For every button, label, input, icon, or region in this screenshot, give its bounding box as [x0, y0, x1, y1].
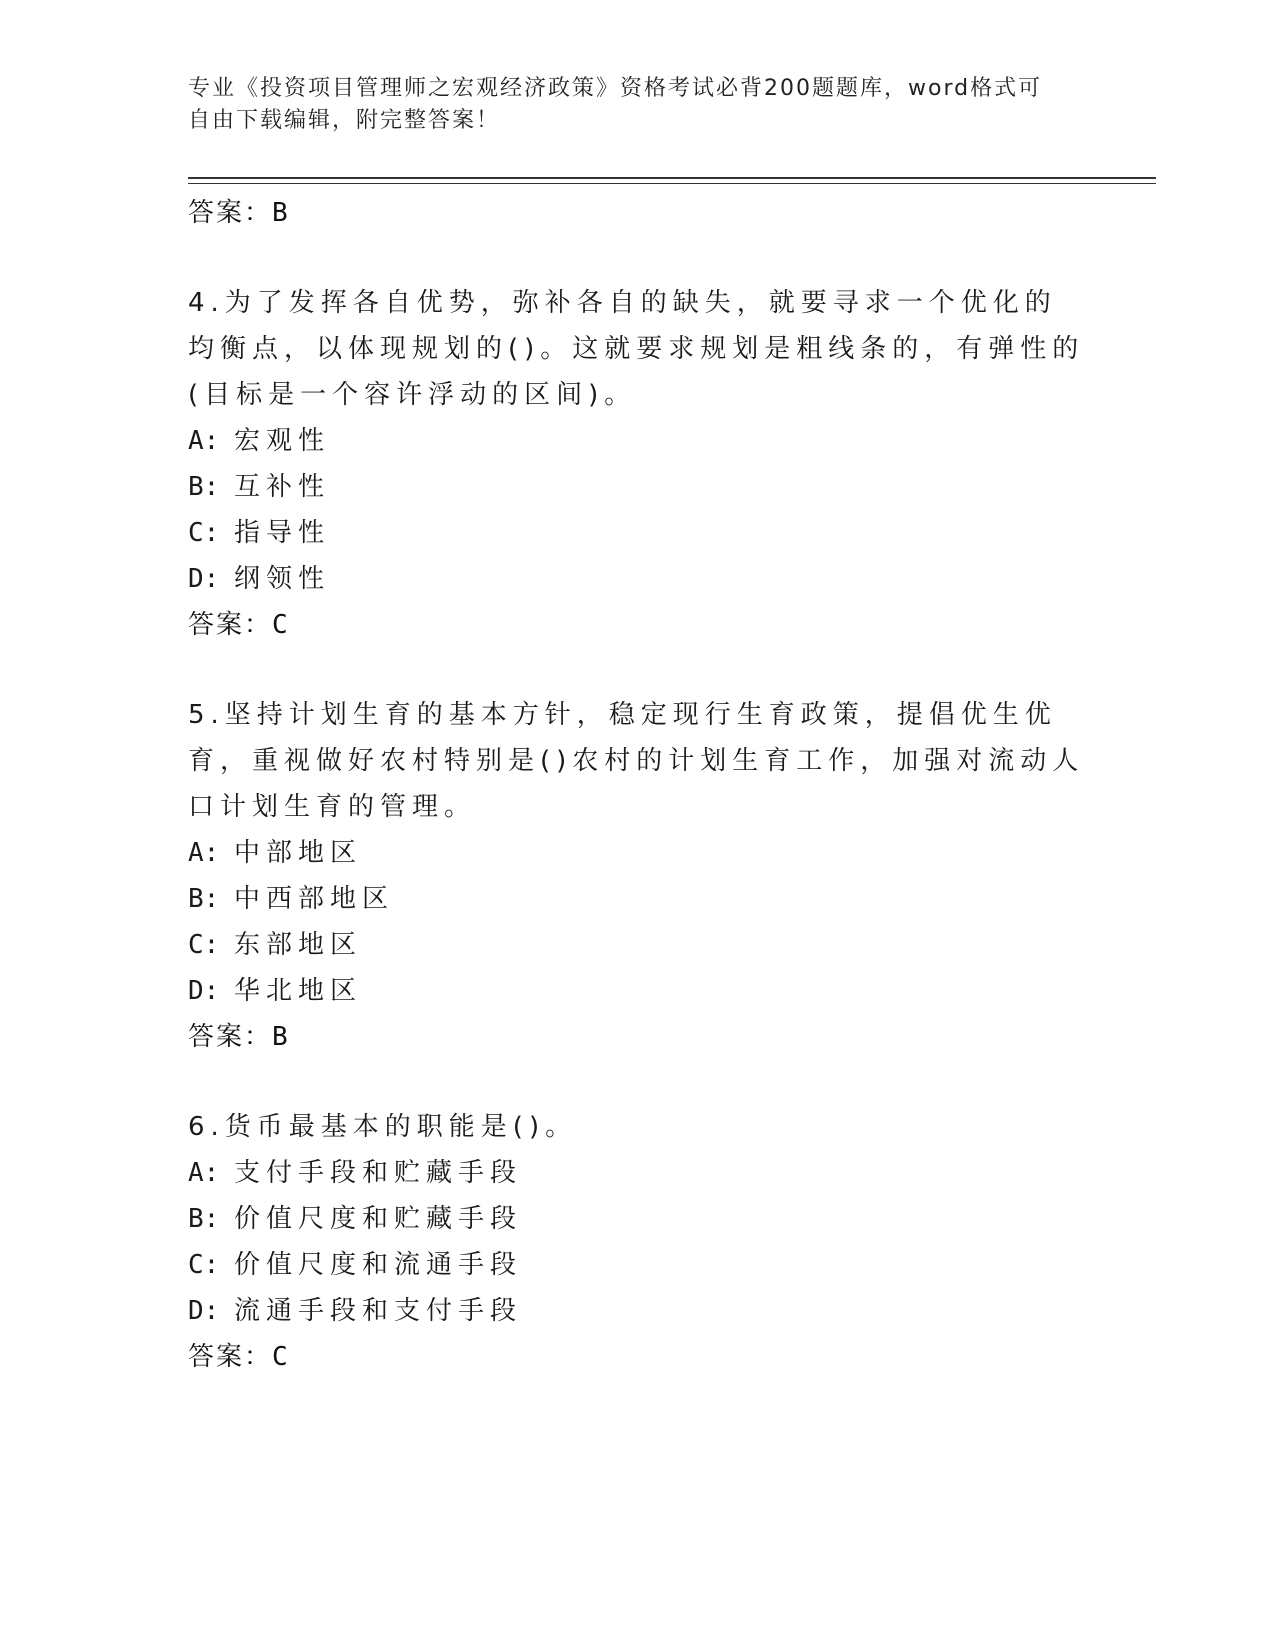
option-d [188, 1288, 1088, 1334]
option-key: D: [188, 564, 220, 594]
answer-line: 答案：C [188, 610, 290, 640]
option-key: C: [188, 1250, 220, 1280]
option-text: 中部地区 [234, 838, 363, 868]
option-b [188, 464, 1088, 510]
option-a [188, 830, 1088, 876]
option-text: 中西部地区 [234, 884, 395, 914]
document-header [188, 73, 1068, 137]
option-key: B: [188, 884, 220, 914]
option-key: B: [188, 472, 220, 502]
answer-line: 答案：B [188, 198, 290, 228]
option-text: 价值尺度和流通手段 [234, 1250, 523, 1280]
question-list [188, 190, 1088, 1380]
question-block [188, 1104, 1088, 1380]
option-text: 东部地区 [234, 930, 363, 960]
option-text: 华北地区 [234, 976, 363, 1006]
option-key: D: [188, 1296, 220, 1326]
option-key: A: [188, 838, 220, 868]
option-key: A: [188, 426, 220, 456]
option-text: 互补性 [234, 472, 331, 502]
header-rule-thin [188, 183, 1156, 184]
option-text: 价值尺度和贮藏手段 [234, 1204, 523, 1234]
option-a [188, 418, 1088, 464]
option-key: D: [188, 976, 220, 1006]
answer-line: 答案：C [188, 1342, 290, 1372]
option-c [188, 1242, 1088, 1288]
option-c [188, 510, 1088, 556]
question-text: 6.货币最基本的职能是()。 [188, 1112, 578, 1142]
option-d [188, 968, 1088, 1014]
option-d [188, 556, 1088, 602]
header-rule-thick [188, 177, 1156, 179]
question-text: 4.为了发挥各自优势，弥补各自的缺失，就要寻求一个优化的均衡点，以体现规划的()。这就要求规划是粗线条的，有弹性的(目标是一个容许浮动的区间)。 [188, 288, 1085, 410]
option-text: 宏观性 [234, 426, 331, 456]
option-key: C: [188, 930, 220, 960]
option-text: 流通手段和支付手段 [234, 1296, 523, 1326]
header-line-1: 专业《投资项目管理师之宏观经济政策》资格考试必背200题题库，word格式可 [188, 76, 1043, 101]
question-block [188, 280, 1088, 648]
question-block [188, 692, 1088, 1060]
option-key: A: [188, 1158, 220, 1188]
option-text: 纲领性 [234, 564, 331, 594]
option-key: B: [188, 1204, 220, 1234]
option-b [188, 876, 1088, 922]
option-text: 支付手段和贮藏手段 [234, 1158, 523, 1188]
option-text: 指导性 [234, 518, 331, 548]
option-b [188, 1196, 1088, 1242]
header-line-2: 自由下载编辑，附完整答案！ [188, 108, 501, 133]
option-c [188, 922, 1088, 968]
option-key: C: [188, 518, 220, 548]
question-text: 5.坚持计划生育的基本方针，稳定现行生育政策，提倡优生优育，重视做好农村特别是()农村的计划生育工作，加强对流动人口计划生育的管理。 [188, 700, 1085, 822]
option-a [188, 1150, 1088, 1196]
answer-line: 答案：B [188, 1022, 290, 1052]
